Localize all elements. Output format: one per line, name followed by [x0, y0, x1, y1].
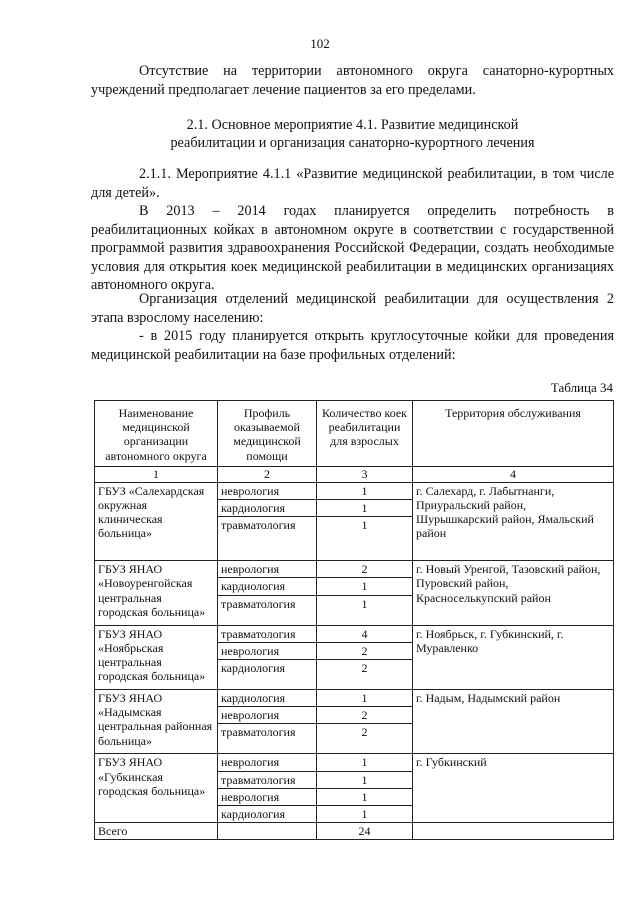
profile-cell: неврология — [218, 482, 317, 499]
table-header-row — [95, 401, 614, 467]
column-number: 2 — [218, 466, 317, 482]
total-territory-cell — [413, 823, 614, 840]
bed-count-cell: 2 — [317, 707, 413, 724]
header-bed-count: Количество коек реабилитации для взрослых — [317, 401, 413, 467]
profile-cell: неврология — [218, 707, 317, 724]
organization-cell: ГБУЗ ЯНАО «Новоуренгойская центральная городская больница» — [95, 561, 218, 625]
profile-cell: кардиология — [218, 500, 317, 517]
section-heading-line1: 2.1. Основное мероприятие 4.1. Развитие медицинской — [186, 117, 519, 133]
rehabilitation-beds-table — [94, 400, 614, 840]
organization-cell: ГБУЗ ЯНАО «Ноябрьская центральная городская больница» — [95, 625, 218, 689]
plan-paragraph: В 2013 – 2014 годах планируется определить потребность в реабилитационных койках в автономном округе в соответствии с государственной программой развития здравоохранения Российской Федерации, создать необходимые условия для открытия коек медицинской реабилитации в медицинских организациях автономного округа. — [91, 203, 614, 293]
bed-count-cell: 1 — [317, 754, 413, 771]
table-row — [95, 561, 614, 578]
organization-cell: ГБУЗ ЯНАО «Надымская центральная районная больница» — [95, 690, 218, 754]
profile-cell: неврология — [218, 788, 317, 805]
profile-cell: травматология — [218, 771, 317, 788]
profile-cell: травматология — [218, 724, 317, 754]
profile-cell: неврология — [218, 754, 317, 771]
bed-count-cell: 2 — [317, 642, 413, 659]
bed-count-cell: 1 — [317, 771, 413, 788]
profile-cell: неврология — [218, 561, 317, 578]
total-profile-cell — [218, 823, 317, 840]
column-number-row — [95, 466, 614, 482]
page-number: 102 — [310, 36, 330, 51]
bed-count-cell: 4 — [317, 625, 413, 642]
bed-count-cell: 2 — [317, 660, 413, 690]
bed-count-cell: 1 — [317, 806, 413, 823]
organization-cell: ГБУЗ ЯНАО «Губкинская городская больница» — [95, 754, 218, 823]
bed-count-cell: 1 — [317, 690, 413, 707]
organization-cell: ГБУЗ «Салехардская окружная клиническая больница» — [95, 482, 218, 560]
profile-cell: травматология — [218, 595, 317, 625]
table-row — [95, 625, 614, 642]
table-row — [95, 482, 614, 499]
table-row — [95, 690, 614, 707]
profile-cell: травматология — [218, 625, 317, 642]
total-count: 24 — [317, 823, 413, 840]
profile-cell: кардиология — [218, 806, 317, 823]
header-organization: Наименование медицинской организации автономного округа — [95, 401, 218, 467]
section-heading-line2: реабилитации и организация санаторно-курортного лечения — [170, 135, 535, 151]
bed-count-cell: 1 — [317, 595, 413, 625]
table-row — [95, 754, 614, 771]
column-number: 3 — [317, 466, 413, 482]
profile-cell: кардиология — [218, 690, 317, 707]
beds-paragraph: - в 2015 году планируется открыть круглосуточные койки для проведения медицинской реабилитации на базе профильных отделений: — [91, 328, 614, 363]
table-caption: Таблица 34 — [550, 380, 613, 395]
bed-count-cell: 1 — [317, 517, 413, 561]
profile-cell: неврология — [218, 642, 317, 659]
bed-count-cell: 2 — [317, 724, 413, 754]
total-label: Всего — [95, 823, 218, 840]
bed-count-cell: 1 — [317, 500, 413, 517]
bed-count-cell: 1 — [317, 788, 413, 805]
header-profile: Профиль оказываемой медицинской помощи — [218, 401, 317, 467]
profile-cell: травматология — [218, 517, 317, 561]
territory-cell: г. Салехард, г. Лабытнанги, Приуральский район, Шурышкарский район, Ямальский район — [413, 482, 614, 560]
column-number: 4 — [413, 466, 614, 482]
column-number: 1 — [95, 466, 218, 482]
territory-cell: г. Губкинский — [413, 754, 614, 823]
measure-paragraph: 2.1.1. Мероприятие 4.1.1 «Развитие медицинской реабилитации, в том числе для детей». — [91, 166, 614, 201]
header-territory: Территория обслуживания — [413, 401, 614, 467]
territory-cell: г. Надым, Надымский район — [413, 690, 614, 754]
bed-count-cell: 1 — [317, 578, 413, 595]
organization-paragraph: Организация отделений медицинской реабилитации для осуществления 2 этапа взрослому населению: — [91, 291, 614, 326]
total-row — [95, 823, 614, 840]
territory-cell: г. Новый Уренгой, Тазовский район, Пуровский район, Красноселькупский район — [413, 561, 614, 625]
profile-cell: кардиология — [218, 578, 317, 595]
bed-count-cell: 1 — [317, 482, 413, 499]
bed-count-cell: 2 — [317, 561, 413, 578]
profile-cell: кардиология — [218, 660, 317, 690]
territory-cell: г. Ноябрьск, г. Губкинский, г. Муравленко — [413, 625, 614, 689]
intro-paragraph: Отсутствие на территории автономного округа санаторно-курортных учреждений предполагает лечение пациентов за его пределами. — [91, 63, 614, 98]
